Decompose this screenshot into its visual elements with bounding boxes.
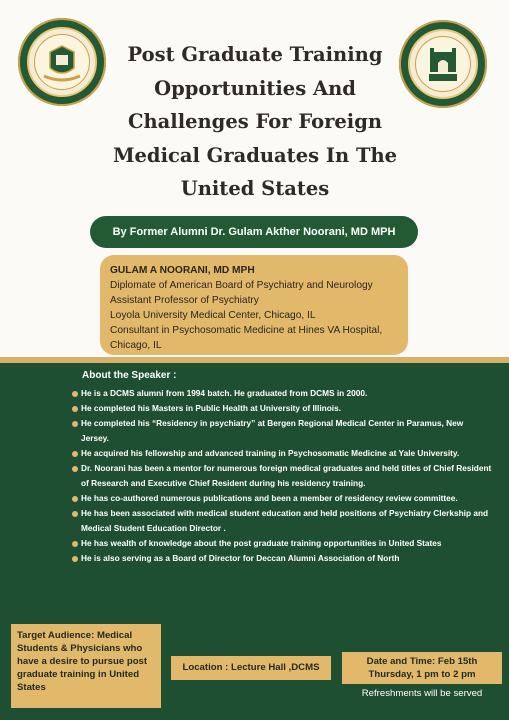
location-box: Location : Lecture Hall ,DCMS xyxy=(171,656,331,680)
target-audience-box: Target Audience: Medical Students & Physicians who have a desire to pursue post graduate training in United States xyxy=(11,624,161,708)
credential-line: Diplomate of American Board of Psychiatry and Neurology xyxy=(110,280,373,291)
list-item: He is a DCMS alumni from 1994 batch. He graduated from DCMS in 2000. xyxy=(72,386,492,401)
bullet-icon xyxy=(72,421,78,427)
speaker-byline: By Former Alumni Dr. Gulam Akther Noorani, MD MPH xyxy=(90,216,418,248)
list-item: He has wealth of knowledge about the post graduate training opportunities in United States xyxy=(72,536,492,551)
about-speaker-heading: About the Speaker : xyxy=(82,370,177,381)
credential-line: Chicago, IL xyxy=(110,340,162,351)
list-item: He has been associated with medical student education and held positions of Psychiatry Clerkship and Medical Student Education Director . xyxy=(72,506,492,536)
credential-line: Consultant in Psychosomatic Medicine at Hines VA Hospital, xyxy=(110,325,383,336)
refreshments-note: Refreshments will be served xyxy=(361,688,483,699)
list-item: He has co-authored numerous publications and been a member of residency review committee. xyxy=(72,491,492,506)
bullet-icon xyxy=(72,556,78,562)
speaker-credentials-card xyxy=(100,255,408,355)
list-item: He acquired his fellowship and advanced training in Psychosomatic Medicine at Yale University. xyxy=(72,446,492,461)
about-speaker-list xyxy=(72,386,492,566)
list-item: Dr. Noorani has been a mentor for numerous foreign medical graduates and held titles of Chief Resident of Research and Executive Chief Resident during his residency training. xyxy=(72,461,492,491)
event-title: Post Graduate Training Opportunities And Challenges For Foreign Medical Graduates In The United States xyxy=(112,43,398,200)
bullet-icon xyxy=(72,391,78,397)
speaker-name: GULAM A NOORANI, MD MPH xyxy=(110,265,255,276)
bullet-icon xyxy=(72,541,78,547)
list-item: He completed his “Residency in psychiatry” at Bergen Regional Medical Center in Paramus, New Jersey. xyxy=(72,416,492,446)
dcms-alumni-association-logo xyxy=(399,20,487,108)
date-time-box: Date and Time: Feb 15th Thursday, 1 pm to 2 pm xyxy=(342,652,502,684)
bullet-icon xyxy=(72,406,78,412)
credential-line: Loyola University Medical Center, Chicago, IL xyxy=(110,310,316,321)
list-item: He is also serving as a Board of Director for Deccan Alumni Association of North xyxy=(72,551,492,566)
credential-line: Assistant Professor of Psychiatry xyxy=(110,295,259,306)
bullet-icon xyxy=(72,496,78,502)
bullet-icon xyxy=(72,451,78,457)
bullet-icon xyxy=(72,466,78,472)
list-item: He completed his Masters in Public Health at University of Illinois. xyxy=(72,401,492,416)
deccan-alumni-north-america-logo xyxy=(18,18,106,106)
bullet-icon xyxy=(72,511,78,517)
